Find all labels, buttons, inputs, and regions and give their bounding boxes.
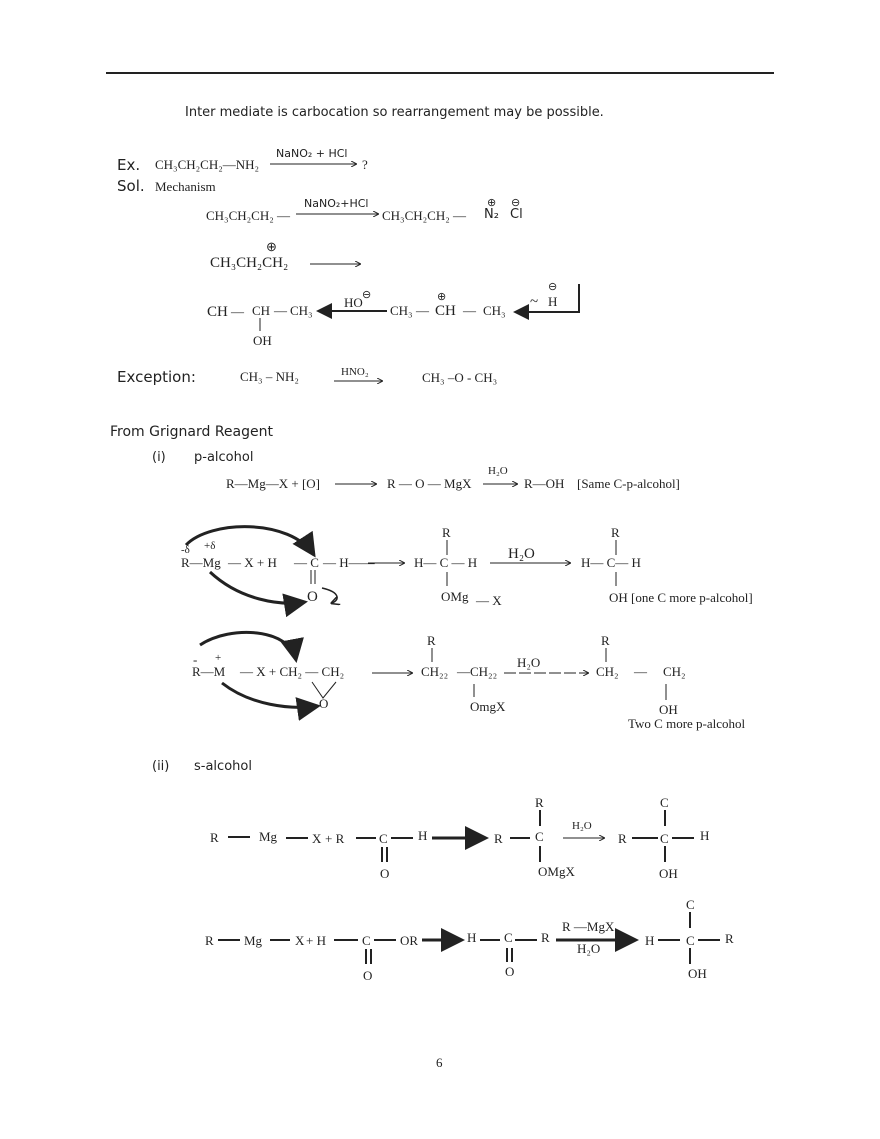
eq3-minus: -: [193, 652, 198, 667]
eq5-c: C: [362, 933, 371, 948]
eq2-x: — X: [476, 593, 502, 608]
intro-text: Inter mediate is carbocation so rearrangement may be possible.: [185, 105, 604, 120]
eq3-p-ch22a: CH₂₂: [421, 664, 449, 679]
eq2-rmg: R—Mg: [181, 555, 221, 570]
n2-plus: ⊕: [487, 197, 497, 209]
eq3-r-ch2a: CH₂: [596, 664, 619, 679]
hydride-tilde: ~: [530, 294, 539, 310]
eq4-plus-r: + R: [325, 831, 345, 846]
eq3-r-oh: OH: [659, 702, 678, 717]
eq5-p-c: C: [504, 930, 513, 945]
eq4-r: R: [210, 830, 219, 845]
eq3-curve-bottom: [222, 683, 318, 707]
eq2-c: — C: [294, 555, 319, 570]
exception-product: CH₃ –O - CH₃: [422, 370, 498, 385]
eq4-mg: Mg: [259, 829, 278, 844]
ho-minus: ⊖: [362, 289, 372, 301]
step1-left: CH₃CH₂CH₂ —: [206, 208, 291, 223]
eq2-o: O: [307, 589, 318, 605]
example-label: Ex.: [117, 156, 141, 174]
eq5-reagent-bottom: H₂O: [577, 941, 601, 956]
eq5-reagent-top: R —MgX: [562, 919, 615, 934]
eq2-delta-plus: +δ: [204, 540, 216, 552]
eq3-r-ch2b: CH₂: [663, 664, 686, 679]
exception-label: Exception:: [117, 368, 196, 386]
eq5-r-h: H: [645, 933, 655, 948]
eq3-reagent: H₂O: [517, 655, 541, 670]
eq4-p-r: R: [494, 831, 503, 846]
eq3-r-dash: —: [634, 664, 647, 679]
mid-ch: CH: [435, 303, 456, 319]
eq3-omgx: OmgX: [470, 699, 506, 714]
eq5-r: R: [205, 933, 214, 948]
solution-title: Mechanism: [155, 179, 216, 194]
eq4-x: X: [312, 831, 322, 846]
eq4-reagent: H₂O: [572, 820, 592, 832]
eq5-r-c: C: [686, 933, 695, 948]
hydride-bracket: [515, 281, 579, 312]
eq3-r-r: R: [601, 633, 610, 648]
cl-minus: ⊖: [511, 197, 521, 209]
eq3-plus: +: [215, 652, 222, 664]
eq2-delta-minus: -δ: [181, 544, 190, 556]
eq2-curve-bottom: [210, 572, 305, 603]
grignard-heading: From Grignard Reagent: [110, 424, 273, 440]
eq1-reagent: H₂O: [488, 465, 508, 477]
solution-label: Sol.: [117, 177, 145, 195]
eq2-r-r: R: [611, 525, 620, 540]
eq5-o: O: [363, 968, 373, 983]
step3-ch-center: CH: [252, 303, 271, 318]
cl: Cl: [510, 207, 523, 222]
eq2-omg: OMg: [441, 589, 469, 604]
ho: HO: [344, 295, 363, 310]
hydride-minus: ⊖: [548, 281, 558, 293]
page-number: 6: [436, 1055, 443, 1070]
eq5-r-c-top: C: [686, 897, 695, 912]
eq5-r-oh: OH: [688, 966, 707, 981]
eq5-or: OR: [400, 933, 419, 948]
p-title: p-alcohol: [194, 450, 254, 465]
eq4-r-c: C: [660, 831, 669, 846]
eq4-h: H: [418, 828, 428, 843]
step2-plus: ⊕: [266, 239, 277, 254]
eq4-r-r: R: [618, 831, 627, 846]
eq5-p-h: H: [467, 930, 477, 945]
mid-ch3a: CH₃: [390, 303, 413, 318]
hydride-h: H: [548, 294, 558, 309]
eq3-note: Two C more p-alcohol: [628, 716, 746, 731]
eq4-o: O: [380, 866, 390, 881]
eq2-curve-o: [322, 588, 337, 603]
eq4-r-oh: OH: [659, 866, 678, 881]
p-num: (i): [152, 450, 166, 465]
eq2-h: — H——: [323, 555, 375, 570]
eq2-p-r: R: [442, 525, 451, 540]
eq5-x: X: [295, 933, 305, 948]
eq2-p-chain: H— C — H: [414, 555, 478, 570]
exception-reactant: CH₃ – NH₂: [240, 369, 299, 384]
eq2-r-prod: H— C— H: [581, 555, 641, 570]
eq2-reagent: H₂O: [508, 546, 535, 562]
eq3-x-ch2: — X + CH₂ — CH₂: [240, 664, 345, 679]
step3-oh: OH: [253, 333, 272, 348]
example-reactant: CH₃CH₂CH₂—NH₂: [155, 157, 260, 172]
eq2-note: OH [one C more p-alcohol]: [609, 590, 753, 605]
eq3-p-r: R: [427, 633, 436, 648]
eq2-x-h: — X + H: [228, 555, 277, 570]
n2: N₂: [484, 207, 499, 222]
eq1-mid: R — O — MgX: [387, 476, 472, 491]
eq1-right: R—OH: [524, 476, 565, 491]
eq4-r-c-top: C: [660, 795, 669, 810]
eq3-o: O: [319, 696, 329, 711]
step2-carbocation: CH₃CH₂CH₂: [210, 255, 289, 271]
eq1-note: [Same C-p-alcohol]: [577, 476, 680, 491]
s-title: s-alcohol: [194, 759, 252, 774]
mid-plus: ⊕: [437, 291, 447, 303]
eq5-mg: Mg: [244, 933, 263, 948]
exception-reagent: HNO₂: [341, 366, 369, 378]
eq4-c: C: [379, 831, 388, 846]
eq4-p-r-top: R: [535, 795, 544, 810]
eq5-p-r: R: [541, 930, 550, 945]
example-reagent: NaNO₂ + HCl: [276, 147, 348, 160]
s-num: (ii): [152, 759, 170, 774]
eq1-left: R—Mg—X + [O]: [226, 476, 320, 491]
eq4-p-c: C: [535, 829, 544, 844]
eq3-rm: R—M: [192, 664, 226, 679]
step1-reagent: NaNO₂+HCl: [304, 197, 369, 210]
example-product: ?: [362, 157, 368, 172]
eq5-plus-h: + H: [306, 933, 326, 948]
eq3-p-ch22b: —CH₂₂: [457, 664, 498, 679]
mid-ch3b: CH₃: [483, 303, 506, 318]
step1-right: CH₃CH₂CH₂ —: [382, 208, 467, 223]
eq5-p-o: O: [505, 964, 515, 979]
eq4-p-omgx: OMgX: [538, 864, 575, 879]
step3-ch: CH: [207, 304, 228, 320]
eq5-r-r: R: [725, 931, 734, 946]
step3-ch3: CH₃: [290, 303, 313, 318]
eq4-r-h: H: [700, 828, 710, 843]
